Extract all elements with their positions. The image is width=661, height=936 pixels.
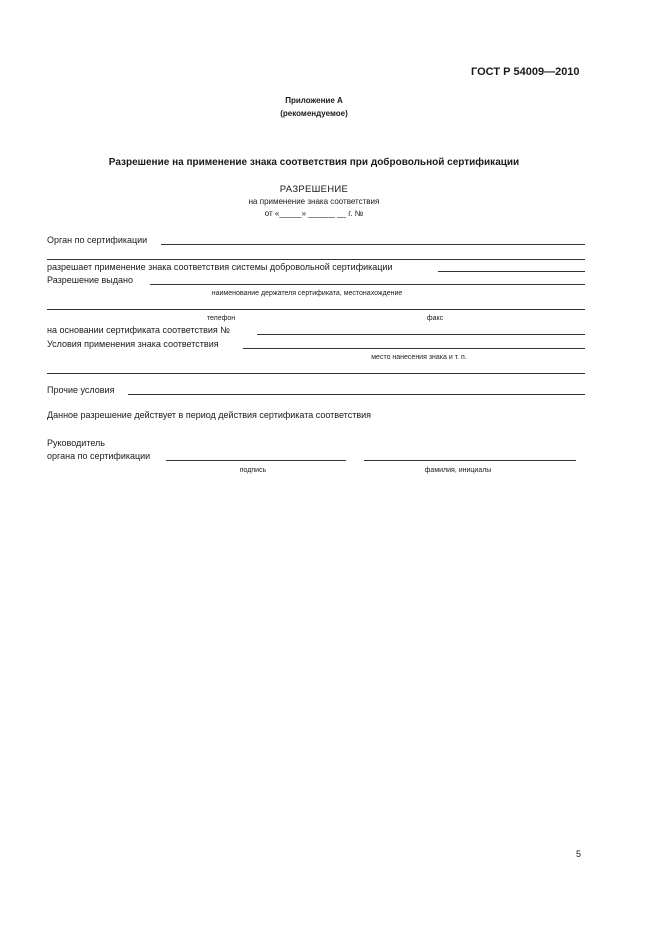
basis-field-line — [257, 334, 585, 335]
page-number: 5 — [576, 849, 582, 859]
permits-text: разрешает применение знака соответствия системы добровольной сертификации — [47, 262, 393, 272]
signature-field-line — [166, 460, 346, 461]
holder-field-line-2 — [47, 309, 585, 310]
form-heading: РАЗРЕШЕНИЕ — [279, 184, 349, 195]
issued-field-line — [150, 284, 585, 285]
basis-label: на основании сертификата соответствия № — [47, 325, 230, 335]
conditions-label: Условия применения знака соответствия — [47, 339, 219, 349]
name-caption: фамилия, инициалы — [424, 467, 492, 474]
form-subheading: на применение знака соответствия — [248, 197, 380, 206]
holder-caption: наименование держателя сертификата, местонахождение — [211, 290, 403, 297]
conditions-field-line — [243, 348, 585, 349]
signature-caption: подпись — [239, 467, 267, 474]
permits-field-line — [438, 271, 585, 272]
organ-field-line-2 — [47, 259, 585, 260]
organ-field-line — [161, 244, 585, 245]
form-date-line: от «_____» ______ __ г. № — [264, 209, 364, 218]
head-org-label: органа по сертификации — [47, 451, 151, 461]
issued-label: Разрешение выдано — [47, 275, 133, 285]
other-label: Прочие условия — [47, 385, 115, 395]
validity-text: Данное разрешение действует в период действия сертификата соответствия — [47, 410, 371, 420]
conditions-field-line-2 — [47, 373, 585, 374]
head-label: Руководитель — [47, 438, 105, 448]
document-title: Разрешение на применение знака соответствия при добровольной сертификации — [108, 157, 520, 168]
organ-label: Орган по сертификации — [47, 235, 148, 245]
appendix-status: (рекомендуемое) — [280, 109, 348, 118]
fax-caption: факс — [426, 315, 444, 322]
phone-caption: телефон — [206, 315, 236, 322]
name-field-line — [364, 460, 576, 461]
other-field-line — [128, 394, 585, 395]
standard-code: ГОСТ Р 54009—2010 — [471, 66, 580, 78]
appendix-title: Приложение А — [285, 96, 343, 105]
place-caption: место нанесения знака и т. п. — [371, 354, 467, 361]
